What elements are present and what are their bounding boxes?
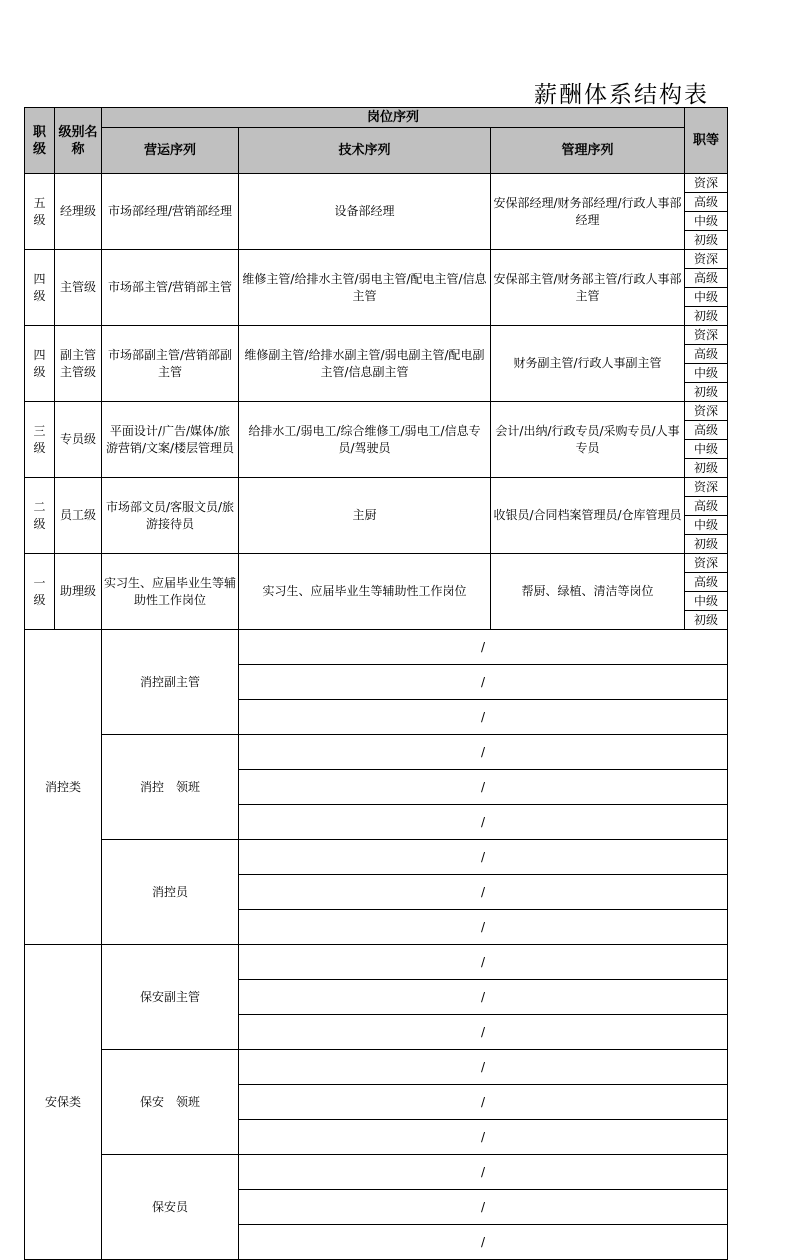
table-row	[25, 250, 728, 269]
operations-cell: 实习生、应届毕业生等辅助性工作岗位	[102, 554, 239, 630]
level-cell: 五级	[25, 174, 55, 250]
value-cell: /	[239, 1155, 728, 1190]
table-row	[25, 1155, 728, 1190]
subcategory-cell: 保安 领班	[102, 1050, 239, 1155]
header-position-series: 岗位序列	[102, 108, 685, 128]
value-cell: /	[239, 910, 728, 945]
header-operations: 营运序列	[102, 128, 239, 174]
technical-cell: 主厨	[239, 478, 491, 554]
table-row	[25, 402, 728, 421]
grade-cell: 资深	[685, 326, 728, 345]
grade-cell: 初级	[685, 611, 728, 630]
table-row	[25, 478, 728, 497]
grade-cell: 资深	[685, 250, 728, 269]
technical-cell: 维修副主管/给排水副主管/弱电副主管/配电副主管/信息副主管	[239, 326, 491, 402]
grade-cell: 初级	[685, 383, 728, 402]
table-row	[25, 840, 728, 875]
technical-cell: 设备部经理	[239, 174, 491, 250]
header-technical: 技术序列	[239, 128, 491, 174]
grade-cell: 资深	[685, 554, 728, 573]
grade-cell: 中级	[685, 440, 728, 459]
subcategory-cell: 消控员	[102, 840, 239, 945]
subcategory-cell: 消控 领班	[102, 735, 239, 840]
table-row	[25, 174, 728, 193]
category-cell: 安保类	[25, 945, 102, 1260]
subcategory-cell: 保安副主管	[102, 945, 239, 1050]
grade-cell: 初级	[685, 307, 728, 326]
grade-cell: 中级	[685, 516, 728, 535]
value-cell: /	[239, 805, 728, 840]
value-cell: /	[239, 875, 728, 910]
grade-cell: 高级	[685, 345, 728, 364]
grade-cell: 中级	[685, 364, 728, 383]
level-cell: 四级	[25, 250, 55, 326]
level-name-cell: 经理级	[55, 174, 102, 250]
technical-cell: 给排水工/弱电工/综合维修工/弱电工/信息专员/驾驶员	[239, 402, 491, 478]
operations-cell: 平面设计/广告/媒体/旅游营销/文案/楼层管理员	[102, 402, 239, 478]
header-level: 职级	[25, 108, 55, 174]
value-cell: /	[239, 1085, 728, 1120]
grade-cell: 资深	[685, 174, 728, 193]
subcategory-cell: 消控副主管	[102, 630, 239, 735]
operations-cell: 市场部文员/客服文员/旅游接待员	[102, 478, 239, 554]
level-name-cell: 助理级	[55, 554, 102, 630]
grade-cell: 中级	[685, 212, 728, 231]
table-row	[25, 326, 728, 345]
header-level-name: 级别名称	[55, 108, 102, 174]
management-cell: 安保部经理/财务部经理/行政人事部经理	[491, 174, 685, 250]
level-name-cell: 副主管主管级	[55, 326, 102, 402]
header-management: 管理序列	[491, 128, 685, 174]
grade-cell: 资深	[685, 402, 728, 421]
operations-cell: 市场部主管/营销部主管	[102, 250, 239, 326]
value-cell: /	[239, 840, 728, 875]
grade-cell: 高级	[685, 193, 728, 212]
grade-cell: 中级	[685, 288, 728, 307]
value-cell: /	[239, 770, 728, 805]
table-row	[25, 554, 728, 573]
level-name-cell: 主管级	[55, 250, 102, 326]
grade-cell: 高级	[685, 573, 728, 592]
value-cell: /	[239, 1225, 728, 1260]
subcategory-cell: 保安员	[102, 1155, 239, 1260]
management-cell: 帮厨、绿植、清洁等岗位	[491, 554, 685, 630]
technical-cell: 实习生、应届毕业生等辅助性工作岗位	[239, 554, 491, 630]
value-cell: /	[239, 1050, 728, 1085]
value-cell: /	[239, 1120, 728, 1155]
grade-cell: 高级	[685, 421, 728, 440]
grade-cell: 高级	[685, 497, 728, 516]
level-name-cell: 专员级	[55, 402, 102, 478]
value-cell: /	[239, 980, 728, 1015]
grade-cell: 资深	[685, 478, 728, 497]
category-cell: 消控类	[25, 630, 102, 945]
page-title: 薪酬体系结构表	[534, 82, 709, 108]
grade-cell: 高级	[685, 269, 728, 288]
value-cell: /	[239, 1190, 728, 1225]
level-cell: 一级	[25, 554, 55, 630]
grade-cell: 初级	[685, 459, 728, 478]
value-cell: /	[239, 945, 728, 980]
value-cell: /	[239, 735, 728, 770]
level-cell: 二级	[25, 478, 55, 554]
technical-cell: 维修主管/给排水主管/弱电主管/配电主管/信息主管	[239, 250, 491, 326]
table-row	[25, 630, 728, 665]
table-row	[25, 945, 728, 980]
level-cell: 三级	[25, 402, 55, 478]
value-cell: /	[239, 630, 728, 665]
value-cell: /	[239, 1015, 728, 1050]
management-cell: 财务副主管/行政人事副主管	[491, 326, 685, 402]
grade-cell: 中级	[685, 592, 728, 611]
management-cell: 会计/出纳/行政专员/采购专员/人事专员	[491, 402, 685, 478]
management-cell: 收银员/合同档案管理员/仓库管理员	[491, 478, 685, 554]
level-cell: 四级	[25, 326, 55, 402]
operations-cell: 市场部副主管/营销部副主管	[102, 326, 239, 402]
grade-cell: 初级	[685, 535, 728, 554]
value-cell: /	[239, 665, 728, 700]
grade-cell: 初级	[685, 231, 728, 250]
header-grade: 职等	[685, 108, 728, 174]
table-row	[25, 1050, 728, 1085]
level-name-cell: 员工级	[55, 478, 102, 554]
salary-structure-table	[24, 107, 728, 1260]
value-cell: /	[239, 700, 728, 735]
management-cell: 安保部主管/财务部主管/行政人事部主管	[491, 250, 685, 326]
operations-cell: 市场部经理/营销部经理	[102, 174, 239, 250]
table-row	[25, 735, 728, 770]
